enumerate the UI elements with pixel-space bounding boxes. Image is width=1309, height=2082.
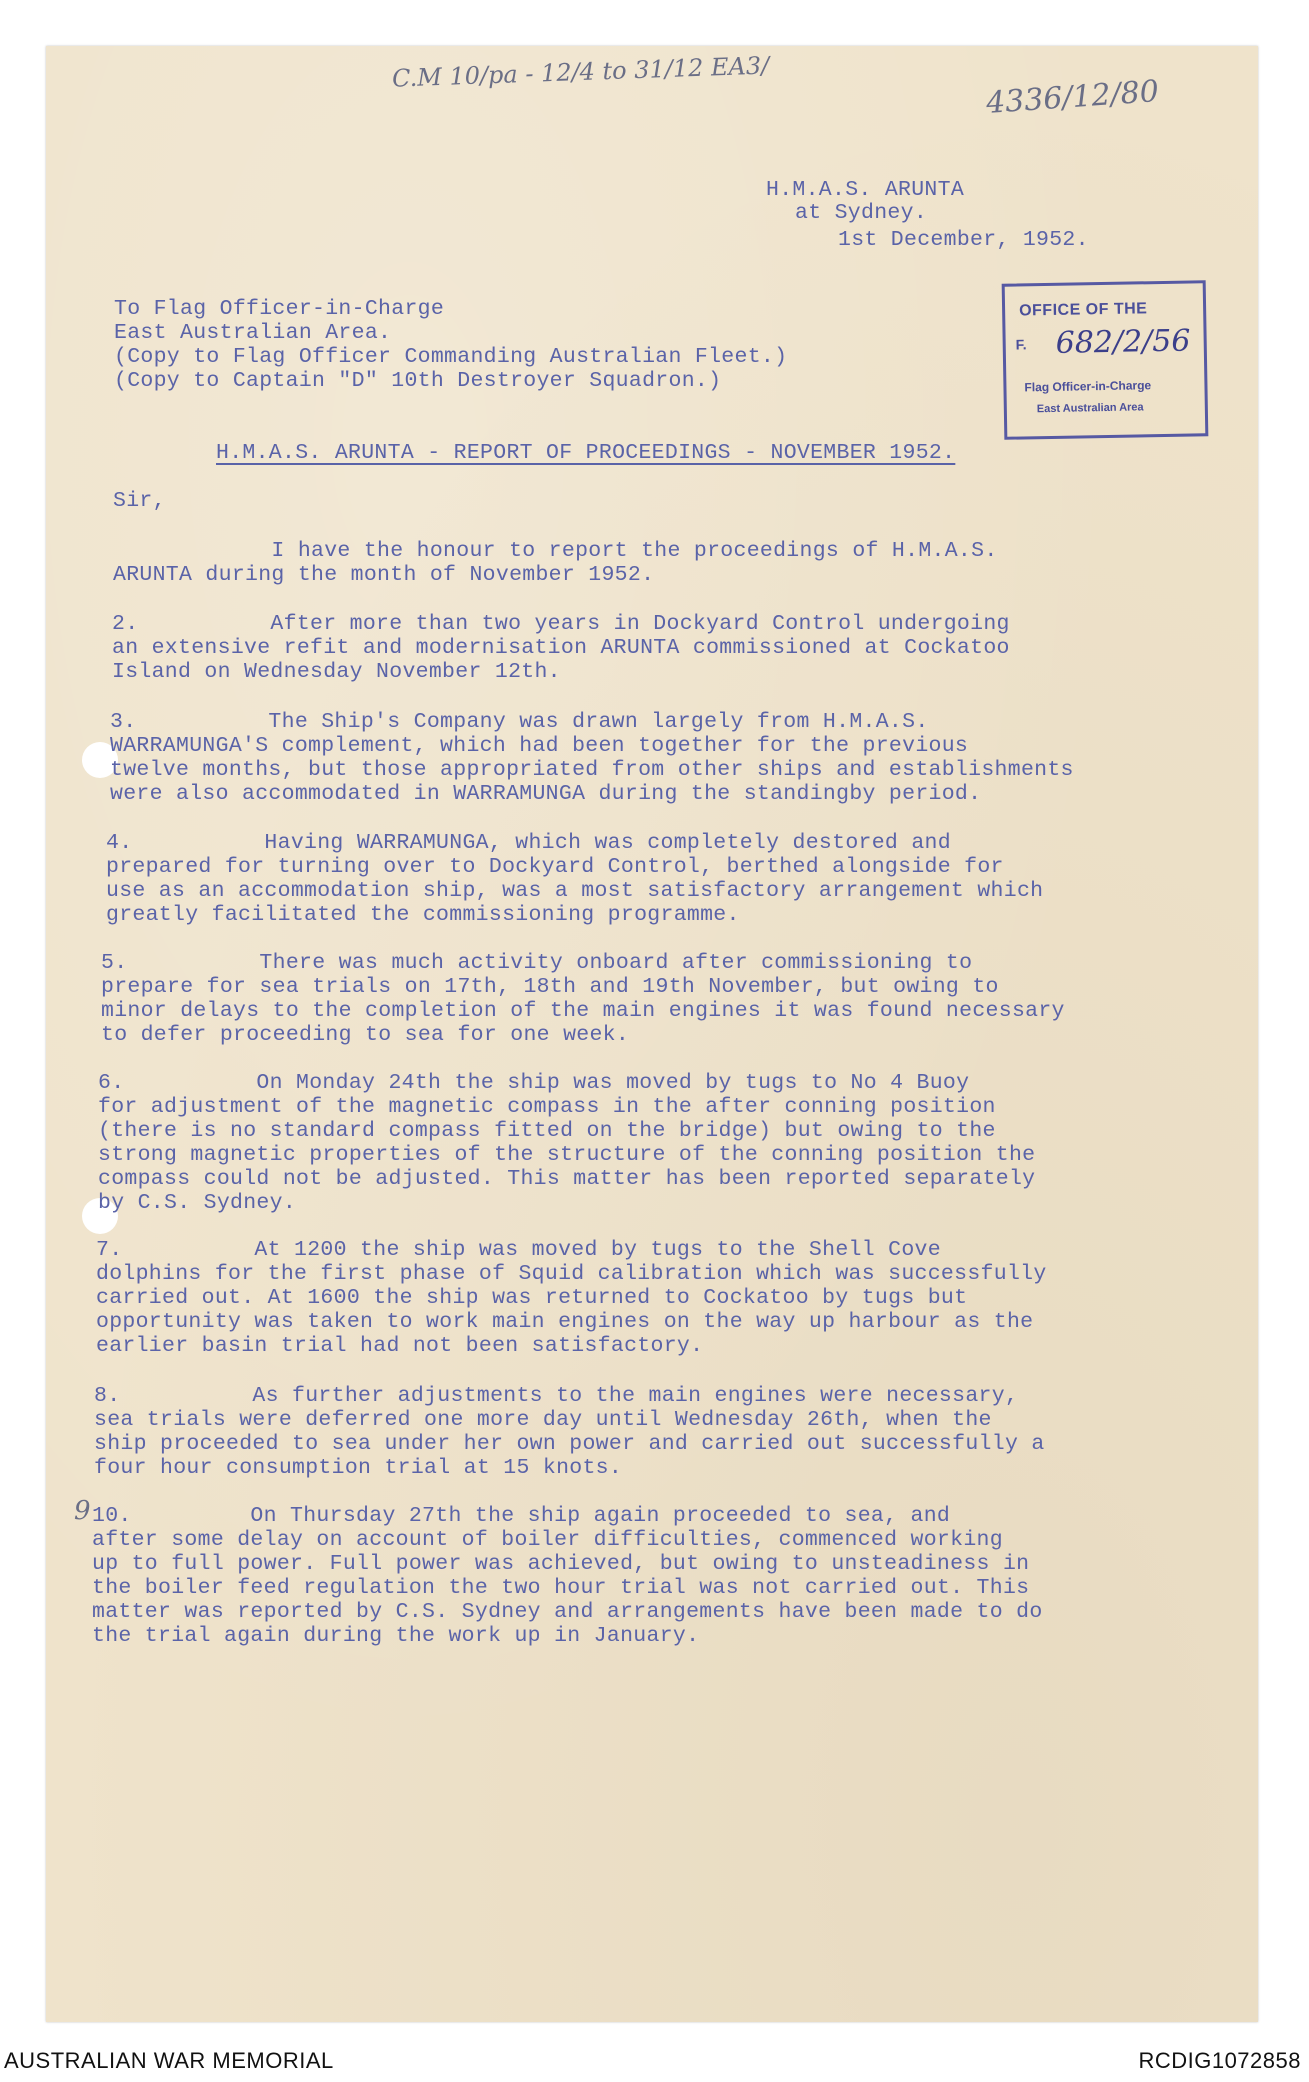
text-line: WARRAMUNGA'S complement, which had been together for the previous (110, 734, 969, 758)
paragraph-5 (101, 951, 1065, 1047)
text-line: earlier basin trial had not been satisfactory. (96, 1334, 704, 1358)
office-stamp (1002, 280, 1209, 440)
stamp-file-number: 682/2/56 (1055, 323, 1191, 361)
footer-record-id: RCDIG1072858 (1138, 2048, 1301, 2073)
text-line: I have the honour to report the proceedings of H.M.A.S. (113, 539, 998, 563)
text-line: for adjustment of the magnetic compass in the after conning position (98, 1095, 996, 1119)
address-line: To Flag Officer-in-Charge (114, 297, 445, 321)
ship-name: H.M.A.S. ARUNTA (766, 178, 965, 202)
text-line: greatly facilitated the commissioning programme. (106, 903, 740, 927)
handwritten-reference: 4336/12/80 (984, 74, 1160, 121)
text-line: matter was reported by C.S. Sydney and arrangements have been made to do (92, 1600, 1043, 1624)
handwritten-file-note: C.M 10/pa - 12/4 to 31/12 EA3/ (391, 51, 770, 93)
text-line: use as an accommodation ship, was a most satisfactory arrangement which (106, 879, 1044, 903)
paragraph-7 (96, 1238, 1047, 1358)
text-line: 7. At 1200 the ship was moved by tugs to the Shell Cove (96, 1238, 941, 1262)
address-line: East Australian Area. (114, 321, 392, 345)
text-line: ship proceeded to sea under her own power and carried out successfully a (94, 1432, 1045, 1456)
text-line: twelve months, but those appropriated from other ships and establishments (110, 758, 1074, 782)
text-line: an extensive refit and modernisation ARUNTA commissioned at Cockatoo (112, 636, 1010, 660)
text-line: minor delays to the completion of the main engines it was found necessary (101, 999, 1065, 1023)
text-line: sea trials were deferred one more day until Wednesday 26th, when the (94, 1408, 992, 1432)
stamp-office-name: Flag Officer-in-Charge (1024, 378, 1152, 395)
text-line: compass could not be adjusted. This matter has been reported separately (98, 1167, 1036, 1191)
text-line: by C.S. Sydney. (98, 1191, 297, 1215)
text-line: the boiler feed regulation the two hour trial was not carried out. This (92, 1576, 1030, 1600)
paragraph-8 (94, 1384, 1045, 1480)
stamp-area: East Australian Area (1036, 401, 1144, 416)
text-line: the trial again during the work up in January. (92, 1624, 700, 1648)
text-line: four hour consumption trial at 15 knots. (94, 1456, 623, 1480)
text-line: strong magnetic properties of the structure of the conning position the (98, 1143, 1036, 1167)
text-line: dolphins for the first phase of Squid calibration which was successfully (96, 1262, 1047, 1286)
paragraph-10 (92, 1504, 1043, 1648)
stamp-office-label: OFFICE OF THE (1018, 300, 1148, 320)
text-line: 3. The Ship's Company was drawn largely from H.M.A.S. (110, 710, 929, 734)
footer-institution: AUSTRALIAN WAR MEMORIAL (4, 2048, 334, 2073)
paragraph-1 (113, 539, 998, 587)
text-line: 2. After more than two years in Dockyard Control undergoing (112, 612, 1010, 636)
address-line: (Copy to Flag Officer Commanding Australian Fleet.) (114, 345, 788, 369)
handwritten-paragraph-number: 9 (74, 1496, 91, 1526)
text-line: (there is no standard compass fitted on the bridge) but owing to the (98, 1119, 996, 1143)
stamp-prefix: F. (1015, 336, 1027, 353)
salutation: Sir, (113, 489, 166, 513)
text-line: 10. On Thursday 27th the ship again proceeded to sea, and (92, 1504, 951, 1528)
text-line: ARUNTA during the month of November 1952. (113, 563, 655, 587)
address-line: (Copy to Captain "D" 10th Destroyer Squadron.) (114, 369, 722, 393)
date: 1st December, 1952. (838, 228, 1089, 252)
paragraph-4 (106, 831, 1043, 927)
text-line: Island on Wednesday November 12th. (112, 660, 561, 684)
text-line: 6. On Monday 24th the ship was moved by tugs to No 4 Buoy (98, 1071, 970, 1095)
text-line: prepare for sea trials on 17th, 18th and 19th November, but owing to (101, 975, 999, 999)
text-line: were also accommodated in WARRAMUNGA during the standingby period. (110, 782, 982, 806)
text-line: 8. As further adjustments to the main engines were necessary, (94, 1384, 1019, 1408)
report-title: H.M.A.S. ARUNTA - REPORT OF PROCEEDINGS - NOVEMBER 1952. (216, 441, 956, 465)
text-line: opportunity was taken to work main engines on the way up harbour as the (96, 1310, 1034, 1334)
text-line: 5. There was much activity onboard after commissioning to (101, 951, 973, 975)
text-line: carried out. At 1600 the ship was returned to Cockatoo by tugs but (96, 1286, 968, 1310)
text-line: to defer proceeding to sea for one week. (101, 1023, 630, 1047)
paragraph-6 (98, 1071, 1035, 1215)
text-line: prepared for turning over to Dockyard Control, berthed alongside for (106, 855, 1004, 879)
paragraph-3 (110, 710, 1074, 806)
location: at Sydney. (795, 201, 928, 225)
paragraph-2 (112, 612, 1010, 684)
text-line: after some delay on account of boiler difficulties, commenced working (92, 1528, 1003, 1552)
text-line: 4. Having WARRAMUNGA, which was completely destored and (106, 831, 951, 855)
text-line: up to full power. Full power was achieved, but owing to unsteadiness in (92, 1552, 1030, 1576)
